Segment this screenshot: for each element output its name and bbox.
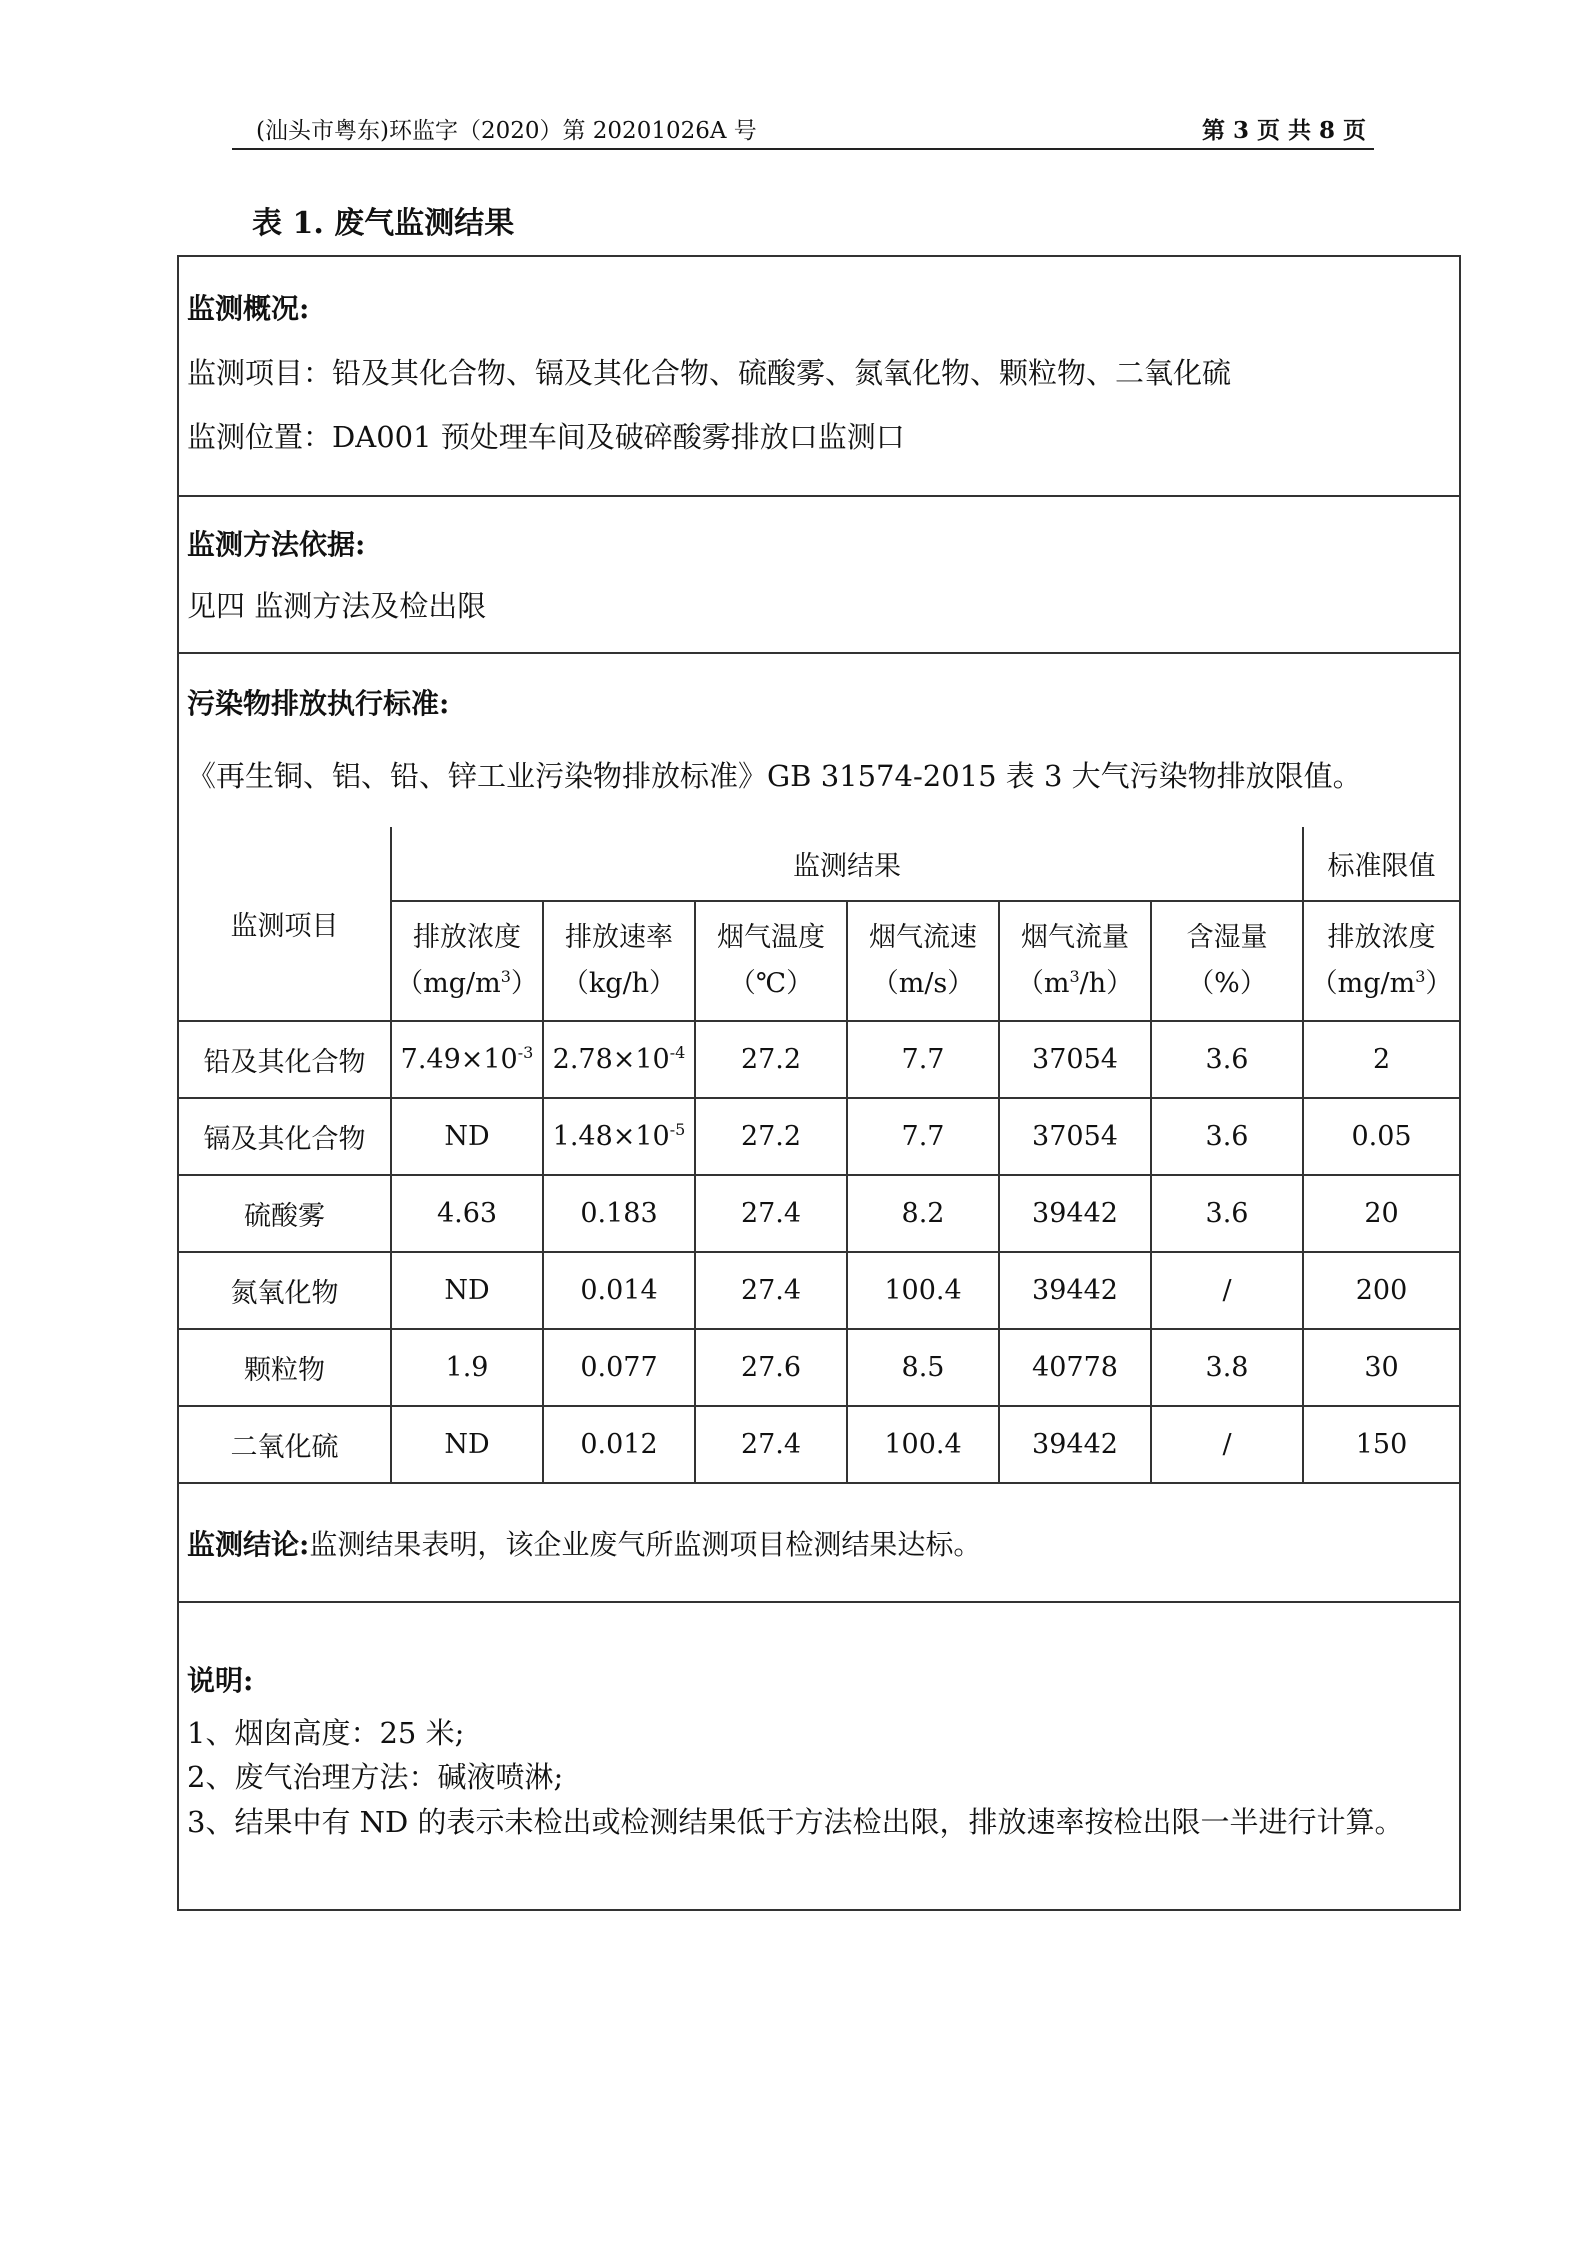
column-unit: （kg/h） bbox=[561, 968, 677, 999]
column-unit: （%） bbox=[1187, 968, 1267, 999]
column-header-5 bbox=[999, 901, 1151, 1021]
limit-concentration: 0.05 bbox=[1303, 1098, 1459, 1175]
item-name: 颗粒物 bbox=[179, 1329, 391, 1406]
column-name: 烟气温度 bbox=[717, 922, 825, 953]
emission-concentration: 1.9 bbox=[391, 1329, 543, 1406]
table-row bbox=[179, 1098, 1459, 1175]
column-name: 排放速率 bbox=[565, 922, 673, 953]
column-unit: $(mg/m^3)$ bbox=[1310, 967, 1453, 999]
column-unit: （m/s） bbox=[871, 968, 975, 999]
table-row bbox=[179, 1021, 1459, 1098]
emission-rate: $1.48\times 10^{-5}$ bbox=[543, 1098, 695, 1175]
item-name: 硫酸雾 bbox=[179, 1175, 391, 1252]
column-header-7 bbox=[1303, 901, 1459, 1021]
emission-concentration: 4.63 bbox=[391, 1175, 543, 1252]
moisture-content: / bbox=[1151, 1406, 1303, 1483]
emission-rate: 0.077 bbox=[543, 1329, 695, 1406]
moisture-content: 3.6 bbox=[1151, 1098, 1303, 1175]
column-header-2 bbox=[543, 901, 695, 1021]
emission-rate: 0.014 bbox=[543, 1252, 695, 1329]
flue-gas-temperature: 27.6 bbox=[695, 1329, 847, 1406]
table-row bbox=[179, 1329, 1459, 1406]
column-unit: $(mg/m^3)$ bbox=[396, 967, 538, 999]
standard-heading: 污染物排放执行标准: bbox=[187, 687, 450, 720]
column-unit: （℃） bbox=[728, 968, 814, 999]
moisture-content: 3.6 bbox=[1151, 1021, 1303, 1098]
flue-gas-flow: 37054 bbox=[999, 1021, 1151, 1098]
flue-gas-temperature: 27.4 bbox=[695, 1175, 847, 1252]
header-monitoring-item: 监测项目 bbox=[179, 827, 391, 1021]
flue-gas-temperature: 27.2 bbox=[695, 1021, 847, 1098]
flue-gas-flow: 39442 bbox=[999, 1406, 1151, 1483]
item-name: 镉及其化合物 bbox=[179, 1098, 391, 1175]
item-name: 铅及其化合物 bbox=[179, 1021, 391, 1098]
document-number: (汕头市粤东)环监字（2020）第 20201026A 号 bbox=[256, 118, 757, 144]
method-section bbox=[179, 497, 1459, 654]
note-item: 2、废气治理方法：碱液喷淋; bbox=[187, 1760, 564, 1794]
conclusion-line bbox=[187, 1523, 981, 1563]
column-header-4 bbox=[847, 901, 999, 1021]
moisture-content: / bbox=[1151, 1252, 1303, 1329]
notes-heading: 说明: bbox=[187, 1664, 254, 1697]
notes-section bbox=[179, 1603, 1459, 1909]
column-name: 排放浓度 bbox=[1327, 922, 1436, 953]
column-name: 烟气流速 bbox=[869, 922, 977, 953]
moisture-content: 3.8 bbox=[1151, 1329, 1303, 1406]
emission-concentration: $7.49\times 10^{-3}$ bbox=[391, 1021, 543, 1098]
results-frame bbox=[177, 255, 1461, 1911]
column-unit: $(m^3/h)$ bbox=[1016, 967, 1134, 999]
method-text: 见四 监测方法及检出限 bbox=[187, 589, 487, 623]
table-row bbox=[179, 1175, 1459, 1252]
column-header-1 bbox=[391, 901, 543, 1021]
table-row bbox=[179, 1252, 1459, 1329]
table-caption: 表 1. 废气监测结果 bbox=[252, 206, 515, 241]
flue-gas-flow: 40778 bbox=[999, 1329, 1151, 1406]
flue-gas-flow: 39442 bbox=[999, 1175, 1151, 1252]
flue-gas-temperature: 27.2 bbox=[695, 1098, 847, 1175]
flue-gas-temperature: 27.4 bbox=[695, 1406, 847, 1483]
note-item: 1、烟囱高度：25 米; bbox=[187, 1716, 465, 1750]
table-row bbox=[179, 1406, 1459, 1483]
emission-concentration: ND bbox=[391, 1406, 543, 1483]
method-heading: 监测方法依据: bbox=[187, 528, 366, 561]
flue-gas-velocity: 8.2 bbox=[847, 1175, 999, 1252]
column-header-3 bbox=[695, 901, 847, 1021]
note-item: 3、结果中有 ND 的表示未检出或检测结果低于方法检出限，排放速率按检出限一半进行计算。 bbox=[187, 1805, 1404, 1839]
item-name: 氮氧化物 bbox=[179, 1252, 391, 1329]
column-name: 烟气流量 bbox=[1021, 922, 1129, 953]
flue-gas-velocity: 100.4 bbox=[847, 1252, 999, 1329]
conclusion-section bbox=[179, 1487, 1459, 1603]
monitoring-items: 监测项目：铅及其化合物、镉及其化合物、硫酸雾、氮氧化物、颗粒物、二氧化硫 bbox=[187, 356, 1232, 390]
limit-concentration: 2 bbox=[1303, 1021, 1459, 1098]
flue-gas-velocity: 7.7 bbox=[847, 1098, 999, 1175]
monitoring-location: 监测位置：DA001 预处理车间及破碎酸雾排放口监测口 bbox=[187, 420, 905, 454]
page-number: 第 3 页 共 8 页 bbox=[1201, 117, 1366, 144]
page-header bbox=[232, 108, 1374, 150]
limit-concentration: 20 bbox=[1303, 1175, 1459, 1252]
overview-section bbox=[179, 257, 1459, 497]
conclusion-text: 监测结果表明，该企业废气所监测项目检测结果达标。 bbox=[309, 1528, 982, 1561]
conclusion-label: 监测结论: bbox=[187, 1528, 310, 1561]
standard-text: 《再生铜、铝、铅、锌工业污染物排放标准》GB 31574-2015 表 3 大气污染物排放限值。 bbox=[187, 759, 1362, 793]
column-name: 排放浓度 bbox=[413, 922, 521, 953]
emission-concentration: ND bbox=[391, 1098, 543, 1175]
standard-section bbox=[179, 654, 1459, 827]
limit-concentration: 30 bbox=[1303, 1329, 1459, 1406]
header-limit-group: 标准限值 bbox=[1303, 827, 1459, 901]
emission-rate: 0.183 bbox=[543, 1175, 695, 1252]
emission-rate: $2.78\times 10^{-4}$ bbox=[543, 1021, 695, 1098]
emission-rate: 0.012 bbox=[543, 1406, 695, 1483]
flue-gas-flow: 37054 bbox=[999, 1098, 1151, 1175]
item-name: 二氧化硫 bbox=[179, 1406, 391, 1483]
overview-heading: 监测概况: bbox=[187, 292, 310, 325]
flue-gas-velocity: 100.4 bbox=[847, 1406, 999, 1483]
limit-concentration: 200 bbox=[1303, 1252, 1459, 1329]
notes-list bbox=[187, 1713, 1445, 1843]
emission-concentration: ND bbox=[391, 1252, 543, 1329]
limit-concentration: 150 bbox=[1303, 1406, 1459, 1483]
flue-gas-temperature: 27.4 bbox=[695, 1252, 847, 1329]
header-results-group: 监测结果 bbox=[391, 827, 1303, 901]
flue-gas-velocity: 8.5 bbox=[847, 1329, 999, 1406]
results-table bbox=[179, 827, 1459, 1484]
column-name: 含湿量 bbox=[1186, 922, 1268, 953]
moisture-content: 3.6 bbox=[1151, 1175, 1303, 1252]
flue-gas-velocity: 7.7 bbox=[847, 1021, 999, 1098]
column-header-6 bbox=[1151, 901, 1303, 1021]
flue-gas-flow: 39442 bbox=[999, 1252, 1151, 1329]
